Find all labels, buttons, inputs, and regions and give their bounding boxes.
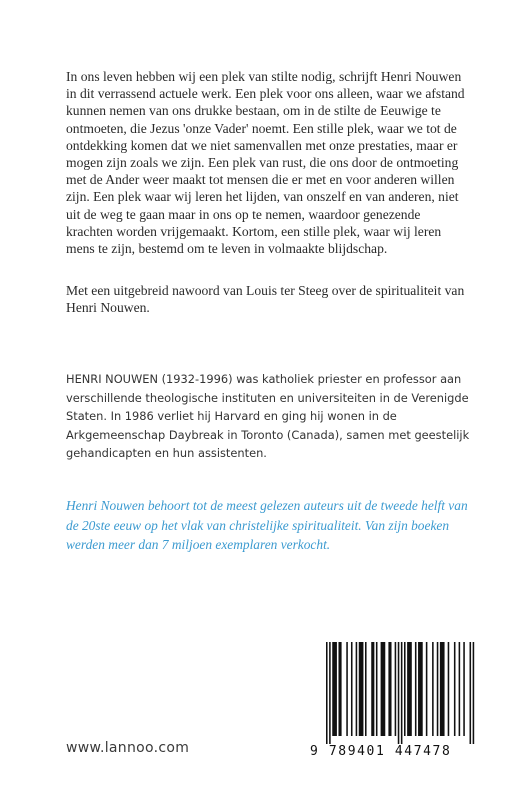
barcode-bar [404, 642, 406, 736]
barcode-bar [470, 642, 472, 744]
barcode-bar [371, 642, 374, 736]
barcode-bar [415, 642, 417, 736]
barcode-bar [407, 642, 412, 736]
publisher-website: www.lannoo.com [66, 740, 190, 756]
barcode-bar [356, 642, 358, 736]
barcode-bar [432, 642, 434, 736]
isbn-barcode [310, 642, 475, 762]
barcode-bar [459, 642, 461, 736]
author-bio [66, 370, 470, 463]
author-bio-text: (1932-1996) was katholiek priester en professor aan verschillende theologische instituten en universiteiten in de Verenigde Staten. In 1986 verliet hij Harvard en ging hij wonen in de Arkgemeenschap Daybreak in Toronto (Canada), samen met geestelijk gehandicapten en hun assistenten. [66, 372, 470, 461]
barcode-bar [388, 642, 391, 736]
barcode-bar [332, 642, 337, 736]
barcode-bar [401, 642, 403, 744]
barcode-bar [329, 642, 331, 744]
barcode-bar [359, 642, 364, 736]
barcode-bar [351, 642, 353, 736]
barcode-bar [426, 642, 428, 736]
barcode-bar [346, 642, 348, 736]
afterword-note: Met een uitgebreid nawoord van Louis ter Steeg over de spiritualiteit van Henri Nouwen. [66, 283, 465, 316]
back-cover-blurb: In ons leven hebben wij een plek van stilte nodig, schrijft Henri Nouwen in dit verrassend actuele werk. Een plek voor ons alleen, waar we afstand kunnen nemen van ons drukke bestaan, om in de stilte de Eeuwige te ontmoeten, die Jezus 'onze Vader' noemt. Een stille plek, waar we tot de ontdekking komen dat we niet samenvallen met onze prestaties, maar er mogen zijn zoals we zijn. Een plek van rust, die ons door de ontmoeting met de Ander weer maakt tot mensen die er met en voor anderen willen zijn. Een plek waar wij leren het lijden, van onszelf en van anderen, niet uit de weg te gaan maar in ons op te nemen, waardoor genezende krachten worden vrijgemaakt. Kortom, een stille plek, waar wij leren mens te zijn, bestemd om te leven in volmaakte blijdschap. [66, 69, 465, 257]
barcode-bar [338, 642, 341, 736]
author-name: HENRI NOUWEN [66, 372, 158, 386]
barcode-bar [326, 642, 328, 744]
barcode-bars [310, 642, 475, 746]
barcode-bar [463, 642, 465, 736]
barcode-bar [454, 642, 456, 736]
barcode-bar [473, 642, 475, 744]
barcode-bar [365, 642, 367, 736]
barcode-bar [418, 642, 423, 736]
barcode-bar [440, 642, 445, 736]
barcode-bar [398, 642, 400, 744]
barcode-bar [448, 642, 450, 736]
isbn-number: 9 789401 447478 [310, 744, 452, 759]
barcode-bar [395, 642, 397, 736]
barcode-bar [437, 642, 439, 736]
barcode-bar [381, 642, 386, 736]
barcode-bar [376, 642, 378, 736]
author-quote: Henri Nouwen behoort tot de meest gelezen auteurs uit de tweede helft van de 20ste eeuw op het vlak van christelijke spiritualiteit. Van zijn boeken werden meer dan 7 miljoen exemplaren verkocht. [66, 498, 468, 553]
